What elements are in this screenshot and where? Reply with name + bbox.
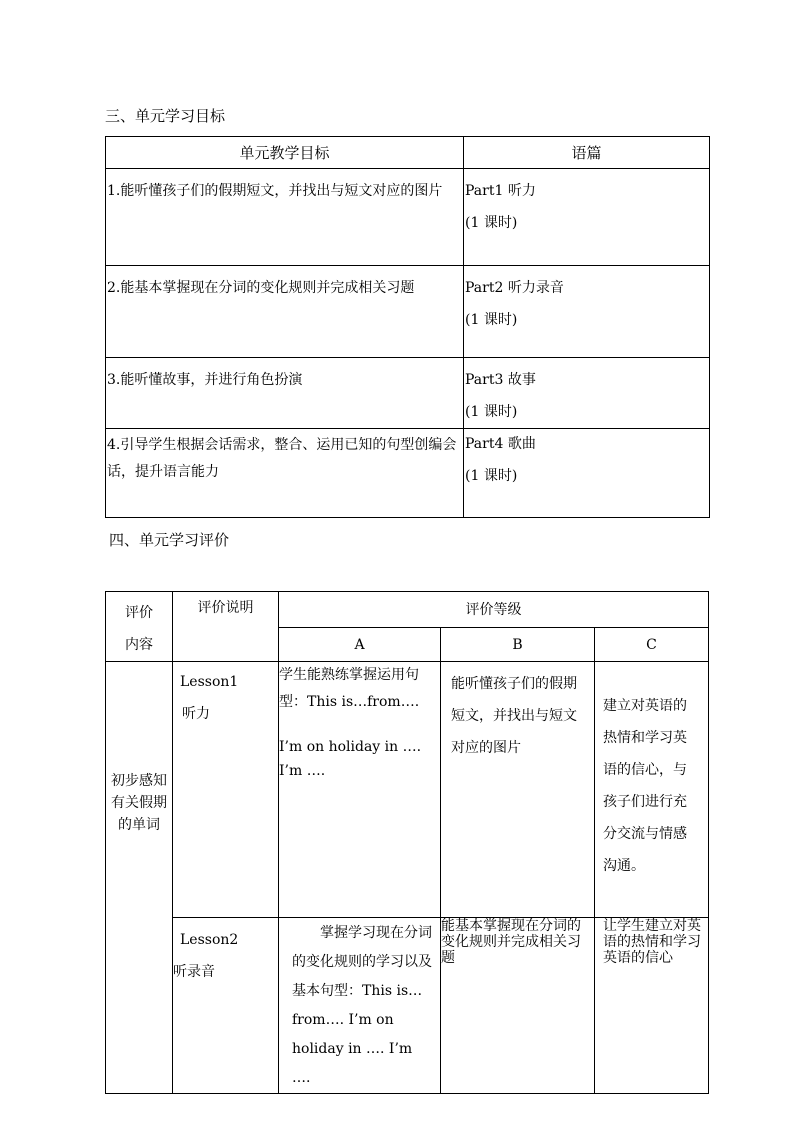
- section4-heading: 四、单元学习评价: [109, 531, 230, 549]
- lesson1-sub: 听力: [182, 706, 210, 722]
- eval-header-row: [106, 592, 709, 628]
- eval-col-grade: 评价等级: [279, 592, 709, 628]
- goals-col-goal: 单元教学目标: [106, 137, 464, 169]
- lesson2-name: Lesson2: [180, 932, 239, 948]
- eval-col-content-line1: 评价: [125, 605, 153, 621]
- lesson2-sub: 听录音: [173, 964, 215, 980]
- part-hours: (1 课时): [465, 215, 518, 231]
- goal-text: 2.能基本掌握现在分词的变化规则并完成相关习题: [106, 266, 464, 358]
- part-hours: (1 课时): [465, 312, 518, 328]
- lesson1-a-text: 学生能熟练掌握运用句型：This is…from….: [279, 667, 420, 710]
- part-hours: (1 课时): [465, 404, 518, 420]
- goals-row: [106, 358, 710, 429]
- lesson1-name: Lesson1: [180, 674, 239, 690]
- goals-col-text: 语篇: [464, 137, 710, 169]
- lesson1-a-text: I’m ….: [279, 763, 326, 779]
- lesson1-desc: [173, 662, 279, 918]
- goals-table: [105, 136, 710, 518]
- part-hours: (1 课时): [465, 468, 518, 484]
- grade-c-header: C: [595, 628, 709, 662]
- lesson1-grade-c: 建立对英语的热情和学习英语的信心，与孩子们进行充分交流与情感沟通。: [595, 662, 709, 918]
- goals-row: [106, 429, 710, 518]
- goal-part: [464, 169, 710, 266]
- part-label: Part2 听力录音: [465, 280, 564, 296]
- grade-b-header: B: [441, 628, 595, 662]
- evaluation-table: [105, 591, 709, 1094]
- lesson2-grade-a: 掌握学习现在分词的变化规则的学习以及基本句型：This is…from…. I’m on holiday in …. I’m ….: [279, 918, 441, 1094]
- lesson1-a-text: I’m on holiday in ….: [279, 739, 422, 755]
- eval-content-text: 初步感知有关假期的单词: [111, 773, 167, 833]
- part-label: Part3 故事: [465, 372, 536, 388]
- eval-col-content: [106, 592, 173, 662]
- eval-content: [106, 662, 173, 1094]
- goals-row: [106, 169, 710, 266]
- part-label: Part1 听力: [465, 183, 536, 199]
- eval-row-lesson1: [106, 662, 709, 918]
- lesson2-grade-b: 能基本掌握现在分词的变化规则并完成相关习题: [441, 918, 595, 1094]
- lesson2-grade-c: 让学生建立对英语的热情和学习英语的信心: [595, 918, 709, 1094]
- goals-header-row: [106, 137, 710, 169]
- lesson2-desc: [173, 918, 279, 1094]
- section3-heading: 三、单元学习目标: [105, 107, 226, 125]
- goal-text: 4.引导学生根据会话需求，整合、运用已知的句型创编会话，提升语言能力: [106, 429, 464, 518]
- eval-col-content-line2: 内容: [125, 637, 153, 653]
- goals-row: [106, 266, 710, 358]
- lesson1-grade-a: [279, 662, 441, 918]
- part-label: Part4 歌曲: [465, 436, 536, 452]
- goal-part: [464, 266, 710, 358]
- goal-part: [464, 429, 710, 518]
- goal-part: [464, 358, 710, 429]
- goal-text: 1.能听懂孩子们的假期短文，并找出与短文对应的图片: [106, 169, 464, 266]
- grade-a-header: A: [279, 628, 441, 662]
- lesson1-grade-b: 能听懂孩子们的假期短文，并找出与短文对应的图片: [441, 662, 595, 918]
- goal-text: 3.能听懂故事，并进行角色扮演: [106, 358, 464, 429]
- eval-col-desc: 评价说明: [173, 592, 279, 662]
- eval-row-lesson2: [106, 918, 709, 1094]
